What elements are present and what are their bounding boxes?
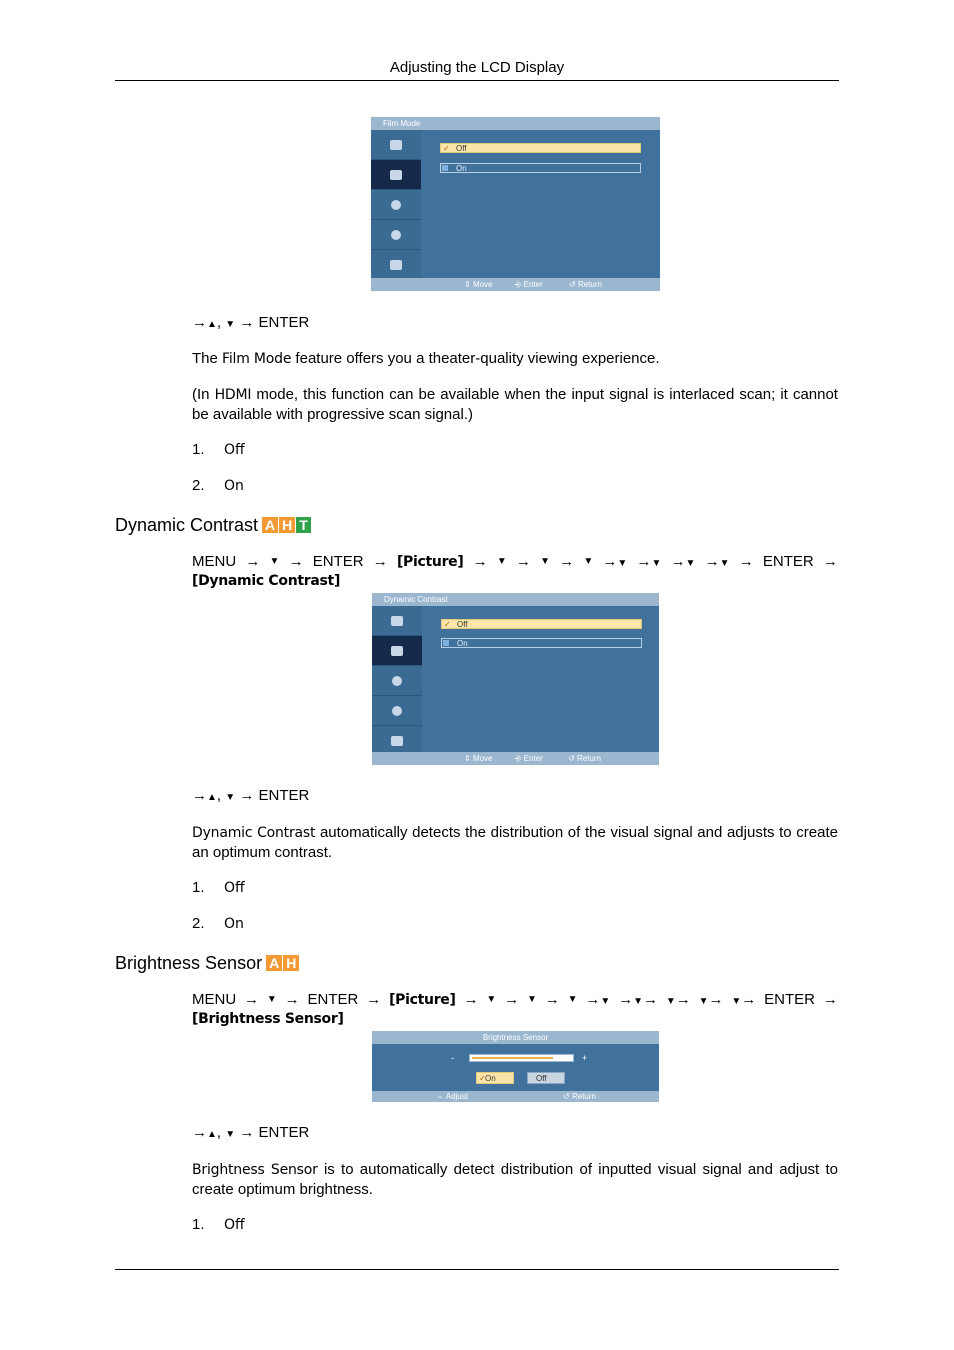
header-rule	[115, 80, 839, 81]
osd-option-off: ✓ Off	[440, 143, 641, 153]
down-arrow-icon: ▼	[731, 996, 742, 1007]
sound-icon	[371, 190, 421, 220]
brightness-sensor-menu-target: [Brightness Sensor]	[192, 1011, 344, 1027]
osd-title: Film Mode	[371, 117, 660, 130]
return-hint: ↺ Return	[569, 280, 602, 289]
page-header-title: Adjusting the LCD Display	[389, 59, 565, 76]
enter-icon: ⎆	[515, 754, 522, 763]
move-hint: ⇕ Move	[464, 754, 493, 763]
plus-label: +	[582, 1053, 588, 1063]
setup-icon	[371, 220, 421, 250]
down-arrow-icon: ▼	[633, 996, 643, 1007]
return-icon: ↺	[563, 1092, 570, 1101]
film-mode-osd	[371, 117, 660, 291]
sound-icon	[372, 666, 422, 696]
dynamic-contrast-description: Dynamic Contrast automatically detects the distribution of the visual signal and adjusts to create an optimum contrast.	[192, 824, 838, 861]
osd-option-off: ✓ Off	[441, 619, 642, 629]
list-item-label: On	[224, 916, 244, 932]
down-arrow-icon: ▼	[496, 556, 507, 567]
down-arrow-icon: ▼	[266, 994, 277, 1005]
option-marker-icon	[442, 165, 448, 171]
brightness-sensor-menu-path: MENU → ▼ → ENTER → [Picture] → ▼ → ▼ → ▼ →▼ →▼→ ▼→ ▼→ ▼→ ENTER →	[192, 990, 838, 1012]
model-badges: A H T	[262, 517, 311, 533]
brightness-off-option: Off	[527, 1072, 565, 1084]
list-item-number: 2.	[192, 477, 205, 494]
down-arrow-icon: ▼	[567, 994, 578, 1005]
down-arrow-icon: ▼	[269, 556, 280, 567]
move-hint: ⇕ Move	[464, 280, 493, 289]
brightness-level-bar	[469, 1054, 574, 1062]
setup-icon	[372, 696, 422, 726]
minus-label: -	[451, 1053, 454, 1063]
list-item-number: 1.	[192, 879, 205, 896]
enter-icon: ⎆	[515, 280, 522, 289]
osd-hint-bar	[372, 1091, 659, 1102]
film-mode-description: The Film Mode feature offers you a theater-quality viewing experience.	[192, 350, 660, 367]
osd-title: Brightness Sensor	[372, 1031, 659, 1044]
down-arrow-icon: ▼	[225, 792, 236, 803]
down-arrow-icon: ▼	[225, 1129, 236, 1140]
return-hint: ↺ Return	[563, 1092, 596, 1101]
dynamic-contrast-menu-target: [Dynamic Contrast]	[192, 573, 341, 589]
return-hint: ↺ Return	[568, 754, 601, 763]
adjust-icon: ⇔	[436, 1092, 444, 1101]
up-arrow-icon: ▲	[207, 1129, 217, 1140]
brightness-level-fill	[472, 1057, 553, 1059]
list-item-number: 1.	[192, 1216, 205, 1233]
osd-sidebar	[372, 606, 422, 752]
osd-hint-bar	[372, 752, 659, 765]
option-marker-icon	[443, 640, 449, 646]
list-item-number: 1.	[192, 441, 205, 458]
return-icon: ↺	[569, 280, 576, 289]
dynamic-contrast-nav: →▲, ▼ → ENTER	[192, 787, 310, 804]
list-item-label: On	[224, 478, 244, 494]
check-icon: ✓	[444, 620, 451, 629]
section-heading-brightness-sensor: Brightness Sensor A H	[115, 952, 299, 974]
picture-icon	[371, 160, 421, 190]
input-icon	[371, 130, 421, 160]
osd-option-on: On	[440, 163, 641, 173]
list-item-number: 2.	[192, 915, 205, 932]
down-arrow-icon: ▼	[540, 556, 550, 567]
section-heading-dynamic-contrast: Dynamic Contrast A H T	[115, 514, 311, 536]
brightness-sensor-nav: →▲, ▼ → ENTER	[192, 1124, 310, 1141]
film-mode-nav: →▲, ▼ → ENTER	[192, 314, 310, 331]
down-arrow-icon: ▼	[617, 558, 628, 569]
down-arrow-icon: ▼	[719, 558, 730, 569]
osd-sidebar	[371, 130, 421, 278]
brightness-sensor-osd	[372, 1031, 659, 1102]
enter-hint: ⎆ Enter	[515, 754, 543, 763]
return-icon: ↺	[568, 754, 575, 763]
check-icon: ✓	[443, 144, 450, 153]
footer-rule	[115, 1269, 839, 1270]
dynamic-contrast-osd	[372, 593, 659, 765]
down-arrow-icon: ▼	[698, 996, 709, 1007]
down-arrow-icon: ▼	[583, 556, 594, 567]
brightness-sensor-description: Brightness Sensor is to automatically detect distribution of inputted visual signal and adjust to create optimum brightness.	[192, 1161, 838, 1198]
check-icon: ✓	[479, 1074, 486, 1083]
up-arrow-icon: ▲	[207, 792, 217, 803]
osd-hint-bar	[371, 278, 660, 291]
move-icon: ⇕	[464, 280, 471, 289]
osd-title: Dynamic Contrast	[372, 593, 659, 606]
down-arrow-icon: ▼	[526, 994, 537, 1005]
dynamic-contrast-menu-path: MENU → ▼ → ENTER → [Picture] → ▼ → ▼ → ▼ →▼ →▼ →▼ →▼ → ENTER →	[192, 552, 838, 574]
up-arrow-icon: ▲	[207, 319, 217, 330]
down-arrow-icon: ▼	[651, 558, 662, 569]
enter-hint: ⎆ Enter	[515, 280, 543, 289]
multi-control-icon	[371, 250, 421, 280]
list-item-label: Off	[224, 1217, 245, 1233]
picture-icon	[372, 636, 422, 666]
down-arrow-icon: ▼	[665, 996, 676, 1007]
down-arrow-icon: ▼	[225, 319, 236, 330]
down-arrow-icon: ▼	[486, 994, 497, 1005]
list-item-label: Off	[224, 880, 245, 896]
down-arrow-icon: ▼	[685, 558, 696, 569]
film-mode-note: (In HDMI mode, this function can be available when the input signal is interlaced scan; it cannot be available with progressive scan signal.)	[192, 386, 838, 423]
move-icon: ⇕	[464, 754, 471, 763]
osd-option-on: On	[441, 638, 642, 648]
brightness-on-option: ✓ On	[476, 1072, 514, 1084]
input-icon	[372, 606, 422, 636]
down-arrow-icon: ▼	[600, 996, 611, 1007]
list-item-label: Off	[224, 442, 245, 458]
adjust-hint: ⇔ Adjust	[436, 1092, 469, 1101]
model-badges: A H	[266, 955, 299, 971]
